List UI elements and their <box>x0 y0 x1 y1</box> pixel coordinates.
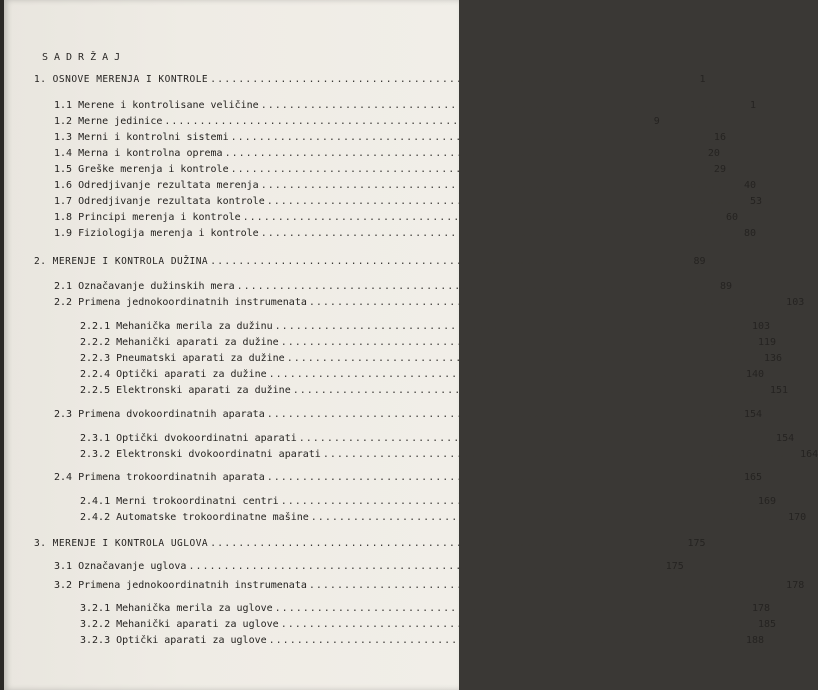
toc-entry-page: 154 <box>744 409 763 420</box>
toc-entry <box>54 100 757 111</box>
leader-dots: .................................................................. <box>322 449 787 460</box>
toc-entry-page: 140 <box>745 369 764 380</box>
toc-entry <box>54 196 763 207</box>
leader-dots: .................................................................. <box>274 321 739 332</box>
leader-dots: .................................................................. <box>268 369 732 380</box>
toc-entry-page: 119 <box>757 337 777 348</box>
toc-entry <box>34 74 706 85</box>
toc-entry <box>54 580 805 591</box>
toc-entry-page: 170 <box>788 512 807 523</box>
leader-dots: .................................................................. <box>188 561 652 572</box>
toc-entry-page: 60 <box>725 212 738 223</box>
toc-entry <box>54 409 763 420</box>
leader-dots: .................................................................. <box>230 132 694 143</box>
leader-dots: .................................................................. <box>268 635 732 646</box>
toc-entry-label: 1.2 Merne jedinice <box>54 116 163 127</box>
toc-entry-label: 2.2.4 Optički aparati za dužine <box>80 369 267 380</box>
toc-entry-page: 29 <box>713 164 726 175</box>
leader-dots: .................................................................. <box>292 385 757 396</box>
leader-dots: .................................................................. <box>210 538 674 549</box>
toc-entry-label: 1.4 Merna i kontrolna oprema <box>54 148 223 159</box>
toc-entry <box>34 256 706 267</box>
toc-entry <box>80 449 818 460</box>
toc-entry <box>54 132 726 143</box>
toc-heading: SADRŽAJ <box>42 52 127 63</box>
toc-entry <box>34 538 706 549</box>
toc-entry <box>80 433 795 444</box>
leader-dots: .................................................................. <box>286 353 751 364</box>
toc-entry <box>54 297 805 308</box>
toc-entry-label: 1. OSNOVE MERENJA I KONTROLE <box>34 74 209 85</box>
toc-entry <box>80 635 764 646</box>
toc-entry-page: 1 <box>699 74 706 85</box>
leader-dots: .................................................................. <box>210 74 674 85</box>
toc-entry <box>80 603 771 614</box>
toc-entry-page: 1 <box>750 100 757 111</box>
toc-entry-label: 3.1 Označavanje uglova <box>54 561 187 572</box>
toc-entry-page: 188 <box>745 635 764 646</box>
leader-dots: .................................................................. <box>260 100 725 111</box>
toc-entry-label: 2.2.1 Mehanička merila za dužinu <box>80 321 273 332</box>
toc-entry-label: 1.7 Odredjivanje rezultata kontrole <box>54 196 265 207</box>
leader-dots: .................................................................. <box>230 164 694 175</box>
toc-entry-label: 2.2.2 Mehanički aparati za dužine <box>80 337 279 348</box>
toc-entry <box>80 385 789 396</box>
toc-entry-page: 20 <box>707 148 720 159</box>
toc-entry <box>54 148 720 159</box>
toc-entry <box>54 561 684 572</box>
toc-entry-page: 80 <box>744 228 757 239</box>
leader-dots: .................................................................. <box>242 212 706 223</box>
leader-dots: .................................................................. <box>274 603 739 614</box>
toc-entry-page: 89 <box>719 281 732 292</box>
toc-entry <box>80 321 771 332</box>
toc-entry-page: 178 <box>751 603 771 614</box>
toc-entry-label: 1.8 Principi merenja i kontrole <box>54 212 241 223</box>
toc-entry-page: 164 <box>800 449 818 460</box>
leader-dots: .................................................................. <box>164 116 628 127</box>
leader-dots: .................................................................. <box>280 337 745 348</box>
toc-entry-page: 154 <box>776 433 795 444</box>
toc-entry-page: 16 <box>713 132 726 143</box>
leader-dots: .................................................................. <box>308 297 773 308</box>
toc-entry-label: 2. MERENJE I KONTROLA DUŽINA <box>34 256 209 267</box>
toc-entry-page: 175 <box>665 561 684 572</box>
toc-entry-label: 3.2.1 Mehanička merila za uglove <box>80 603 273 614</box>
toc-entry <box>80 369 764 380</box>
toc-entry-label: 1.6 Odredjivanje rezultata merenja <box>54 180 259 191</box>
toc-entry-label: 2.2.3 Pneumatski aparati za dužine <box>80 353 285 364</box>
toc-entry-page: 89 <box>693 256 706 267</box>
toc-entry-page: 178 <box>786 580 805 591</box>
toc-entry-label: 1.1 Merene i kontrolisane veličine <box>54 100 259 111</box>
leader-dots: .................................................................. <box>308 580 773 591</box>
toc-entry-label: 2.2 Primena jednokoordinatnih instrumenata <box>54 297 307 308</box>
toc-entry-label: 1.5 Greške merenja i kontrole <box>54 164 229 175</box>
toc-entry-label: 3. MERENJE I KONTROLA UGLOVA <box>34 538 209 549</box>
toc-entry-label: 1.9 Fiziologija merenja i kontrole <box>54 228 259 239</box>
leader-dots: .................................................................. <box>310 512 775 523</box>
toc-entry-label: 3.2.2 Mehanički aparati za uglove <box>80 619 279 630</box>
toc-entry-label: 2.4.1 Merni trokoordinatni centri <box>80 496 279 507</box>
leader-dots: .................................................................. <box>210 256 674 267</box>
toc-entry-page: 169 <box>757 496 777 507</box>
toc-entry-page: 40 <box>744 180 757 191</box>
toc-entry-label: 2.3.1 Optički dvokoordinatni aparati <box>80 433 297 444</box>
toc-entry-label: 3.2.3 Optički aparati za uglove <box>80 635 267 646</box>
leader-dots: .................................................................. <box>236 281 700 292</box>
leader-dots: .................................................................. <box>266 409 731 420</box>
leader-dots: .................................................................. <box>224 148 688 159</box>
leader-dots: .................................................................. <box>266 196 731 207</box>
toc-entry <box>54 116 660 127</box>
toc-entry-label: 2.3.2 Elektronski dvokoordinatni aparati <box>80 449 321 460</box>
toc-entry-page: 151 <box>770 385 789 396</box>
toc-entry <box>54 164 726 175</box>
toc-entry-label: 1.3 Merni i kontrolni sistemi <box>54 132 229 143</box>
toc-entry <box>54 212 738 223</box>
leader-dots: .................................................................. <box>280 619 745 630</box>
toc-entry <box>54 228 757 239</box>
toc-entry-page: 175 <box>687 538 706 549</box>
toc-entry <box>80 353 783 364</box>
toc-entry-label: 3.2 Primena jednokoordinatnih instrumenata <box>54 580 307 591</box>
toc-entry-label: 2.4.2 Automatske trokoordinatne mašine <box>80 512 309 523</box>
toc-entry <box>54 472 763 483</box>
toc-entry-label: 2.2.5 Elektronski aparati za dužine <box>80 385 291 396</box>
toc-entry <box>80 512 807 523</box>
toc-entry <box>80 496 777 507</box>
toc-entry <box>80 337 777 348</box>
toc-entry <box>54 180 757 191</box>
toc-entry-page: 103 <box>751 321 771 332</box>
toc-entry-page: 185 <box>757 619 777 630</box>
toc-entry <box>54 281 732 292</box>
leader-dots: .................................................................. <box>266 472 731 483</box>
toc-entry-page: 53 <box>750 196 763 207</box>
toc-entry-label: 2.1 Označavanje dužinskih mera <box>54 281 235 292</box>
leader-dots: .................................................................. <box>260 180 725 191</box>
leader-dots: .................................................................. <box>280 496 745 507</box>
leader-dots: .................................................................. <box>260 228 725 239</box>
toc-entry-label: 2.3 Primena dvokoordinatnih aparata <box>54 409 265 420</box>
toc-entry-page: 9 <box>653 116 660 127</box>
toc-entry-page: 136 <box>764 353 783 364</box>
toc-entry <box>80 619 777 630</box>
leader-dots: .................................................................. <box>298 433 763 444</box>
book-page <box>4 0 818 690</box>
toc-entry-label: 2.4 Primena trokoordinatnih aparata <box>54 472 265 483</box>
toc-entry-page: 103 <box>786 297 805 308</box>
toc-entry-page: 165 <box>744 472 763 483</box>
